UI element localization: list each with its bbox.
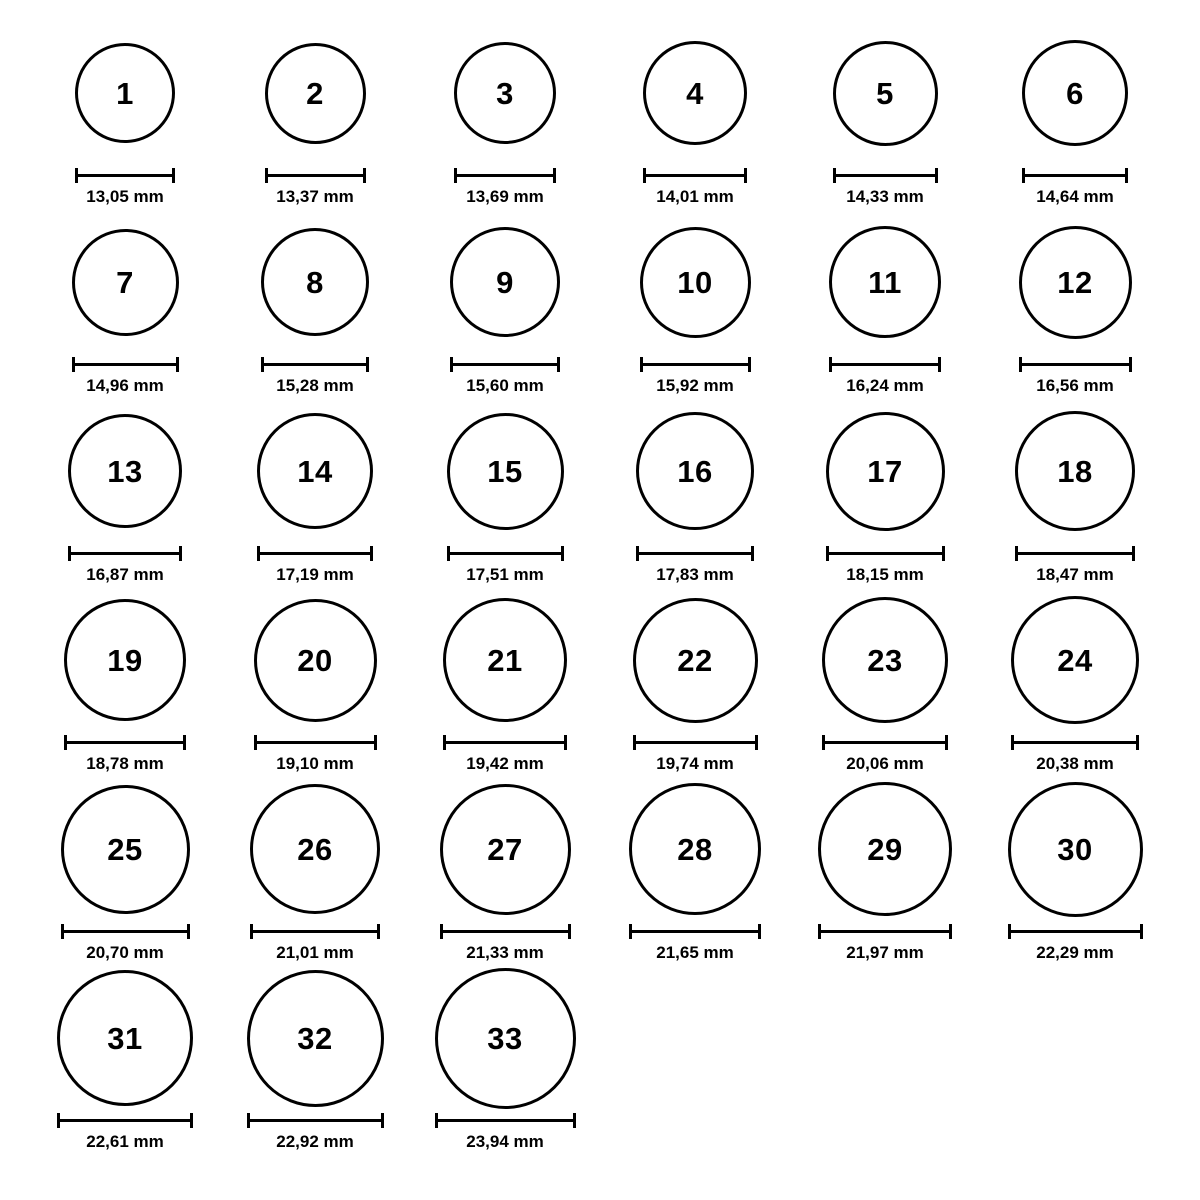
measure-cap-left [633,735,636,750]
ring-circle-wrapper [257,400,373,542]
measure-cap-left [254,735,257,750]
ring-circle-wrapper [68,400,182,542]
ring-diameter-label: 19,42 mm [466,754,544,773]
ring-size-cell [410,400,600,589]
measure-bar [826,546,945,560]
measure-cap-left [447,546,450,561]
ring-size-cell [30,778,220,967]
measure-bar-line [440,930,571,933]
ring-circle-wrapper [636,400,754,542]
ring-circle [440,784,571,915]
measure-bar-line [61,930,190,933]
measure-bar-line [72,363,179,366]
measure-bar-line [64,741,186,744]
ring-size-number: 3 [496,75,514,111]
ring-size-number: 11 [868,264,902,300]
measure-bar-line [75,174,175,177]
ring-circle [636,412,754,530]
ring-circle [61,785,190,914]
measure-bar-line [450,363,560,366]
ring-circle-wrapper [826,400,945,542]
ring-circle-wrapper [818,778,952,920]
measure-bar-line [443,741,567,744]
measure-cap-right [377,924,380,939]
measure-cap-left [247,1113,250,1128]
measure-bar-line [1015,552,1135,555]
ring-size-cell [30,211,220,400]
ring-size-cell [790,400,980,589]
measure-bar [818,924,952,938]
measure-bar-line [435,1119,576,1122]
ring-diameter-label: 21,33 mm [466,943,544,962]
ring-size-cell [980,589,1170,778]
measure-bar [454,168,556,182]
ring-size-number: 33 [487,1020,523,1056]
measure-cap-left [57,1113,60,1128]
ring-size-cell [30,967,220,1156]
measure-cap-left [822,735,825,750]
ring-size-number: 31 [107,1020,143,1056]
measure-bar [447,546,564,560]
ring-diameter-label: 20,06 mm [846,754,924,773]
measure-cap-right [1140,924,1143,939]
measure-bar [1008,924,1143,938]
ring-circle-wrapper [61,778,190,920]
ring-diameter-label: 22,61 mm [86,1132,164,1151]
ring-circle [1008,782,1143,917]
measure-bar [443,735,567,749]
measure-cap-right [1129,357,1132,372]
measure-bar [1022,168,1128,182]
ring-circle-wrapper [435,967,576,1109]
ring-circle-wrapper [261,211,369,353]
ring-circle [64,599,186,721]
measure-cap-right [363,168,366,183]
measure-bar-line [826,552,945,555]
ring-circle-wrapper [64,589,186,731]
ring-size-number: 26 [297,831,333,867]
ring-circle-wrapper [643,22,747,164]
ring-circle-wrapper [629,778,761,920]
ring-diameter-label: 16,56 mm [1036,376,1114,395]
measure-cap-left [818,924,821,939]
measure-bar-line [1011,741,1139,744]
measure-cap-left [829,357,832,372]
measure-cap-left [643,168,646,183]
measure-bar-line [447,552,564,555]
measure-bar [629,924,761,938]
measure-bar [643,168,747,182]
ring-size-number: 6 [1066,75,1084,111]
measure-bar [257,546,373,560]
measure-cap-left [450,357,453,372]
measure-cap-right [370,546,373,561]
measure-cap-left [72,357,75,372]
ring-circle [829,226,941,338]
measure-bar-line [265,174,366,177]
ring-size-cell [220,22,410,211]
measure-cap-right [564,735,567,750]
ring-size-cell [600,778,790,967]
measure-bar-line [247,1119,384,1122]
measure-bar-line [1019,363,1132,366]
ring-circle-wrapper [822,589,948,731]
ring-circle-wrapper [450,211,560,353]
measure-bar [829,357,941,371]
measure-cap-right [751,546,754,561]
measure-bar [72,357,179,371]
ring-circle-wrapper [640,211,751,353]
measure-cap-right [1125,168,1128,183]
measure-cap-right [568,924,571,939]
measure-cap-left [826,546,829,561]
ring-circle-wrapper [1019,211,1132,353]
ring-size-cell [410,778,600,967]
ring-circle [443,598,567,722]
ring-size-number: 30 [1057,831,1093,867]
ring-circle [72,229,179,336]
ring-diameter-label: 19,10 mm [276,754,354,773]
measure-bar-line [1022,174,1128,177]
ring-circle-wrapper [1015,400,1135,542]
ring-size-number: 18 [1057,453,1093,489]
measure-bar-line [640,363,751,366]
ring-circle [818,782,952,916]
ring-circle-wrapper [254,589,377,731]
ring-size-cell [980,778,1170,967]
ring-size-number: 19 [107,642,143,678]
measure-cap-left [1015,546,1018,561]
ring-diameter-label: 13,69 mm [466,187,544,206]
measure-cap-left [629,924,632,939]
measure-bar [636,546,754,560]
ring-circle [247,970,384,1107]
ring-diameter-label: 17,19 mm [276,565,354,584]
ring-circle [833,41,938,146]
measure-cap-right [935,168,938,183]
ring-diameter-label: 21,97 mm [846,943,924,962]
ring-diameter-label: 21,01 mm [276,943,354,962]
ring-diameter-label: 18,78 mm [86,754,164,773]
ring-size-number: 5 [876,75,894,111]
ring-circle [450,227,560,337]
ring-size-number: 29 [867,831,903,867]
ring-size-number: 17 [867,453,903,489]
measure-cap-right [945,735,948,750]
ring-size-cell [220,589,410,778]
ring-size-cell [220,967,410,1156]
ring-size-cell [30,589,220,778]
measure-bar [250,924,380,938]
ring-size-cell [220,400,410,589]
measure-bar [1019,357,1132,371]
measure-cap-left [1011,735,1014,750]
ring-size-number: 2 [306,75,324,111]
ring-diameter-label: 16,87 mm [86,565,164,584]
ring-size-number: 4 [686,75,704,111]
ring-diameter-label: 13,37 mm [276,187,354,206]
measure-bar [1011,735,1139,749]
ring-circle [1022,40,1128,146]
ring-size-number: 32 [297,1020,333,1056]
ring-diameter-label: 14,33 mm [846,187,924,206]
ring-size-number: 28 [677,831,713,867]
ring-size-cell [980,400,1170,589]
measure-cap-left [443,735,446,750]
ring-circle [68,414,182,528]
ring-circle-wrapper [1022,22,1128,164]
measure-cap-right [366,357,369,372]
ring-circle [822,597,948,723]
measure-cap-right [374,735,377,750]
ring-size-number: 16 [677,453,713,489]
ring-diameter-label: 14,01 mm [656,187,734,206]
measure-cap-left [68,546,71,561]
ring-size-cell [600,211,790,400]
measure-bar [833,168,938,182]
measure-bar [822,735,948,749]
ring-size-cell [980,22,1170,211]
measure-bar [640,357,751,371]
ring-circle-wrapper [250,778,380,920]
measure-cap-left [454,168,457,183]
ring-size-number: 8 [306,264,324,300]
ring-size-cell [410,589,600,778]
ring-size-cell [220,778,410,967]
measure-cap-right [942,546,945,561]
measure-cap-right [758,924,761,939]
ring-size-grid [30,22,1170,1156]
ring-circle [633,598,758,723]
measure-cap-right [183,735,186,750]
measure-bar-line [454,174,556,177]
measure-bar [435,1113,576,1127]
ring-diameter-label: 19,74 mm [656,754,734,773]
ring-size-number: 21 [487,642,523,678]
ring-size-cell [30,22,220,211]
measure-bar-line [636,552,754,555]
measure-bar [61,924,190,938]
measure-bar [633,735,758,749]
measure-bar [265,168,366,182]
ring-size-cell [980,211,1170,400]
measure-bar [261,357,369,371]
ring-circle [250,784,380,914]
measure-bar-line [68,552,182,555]
measure-cap-right [573,1113,576,1128]
measure-cap-right [187,924,190,939]
ring-circle-wrapper [633,589,758,731]
measure-cap-right [748,357,751,372]
ring-diameter-label: 14,64 mm [1036,187,1114,206]
measure-cap-left [257,546,260,561]
measure-cap-right [381,1113,384,1128]
measure-cap-left [250,924,253,939]
ring-circle-wrapper [440,778,571,920]
measure-bar-line [833,174,938,177]
ring-diameter-label: 23,94 mm [466,1132,544,1151]
ring-circle [1019,226,1132,339]
ring-size-number: 10 [677,264,713,300]
measure-cap-right [557,357,560,372]
ring-size-cell [600,400,790,589]
ring-diameter-label: 17,51 mm [466,565,544,584]
ring-circle-wrapper [447,400,564,542]
measure-bar-line [818,930,952,933]
ring-diameter-label: 21,65 mm [656,943,734,962]
ring-size-number: 7 [116,264,134,300]
measure-cap-left [636,546,639,561]
ring-diameter-label: 15,28 mm [276,376,354,395]
measure-cap-left [261,357,264,372]
ring-diameter-label: 18,47 mm [1036,565,1114,584]
measure-cap-left [440,924,443,939]
ring-size-number: 22 [677,642,713,678]
ring-size-cell [790,589,980,778]
ring-diameter-label: 20,70 mm [86,943,164,962]
measure-bar [247,1113,384,1127]
ring-circle [629,783,761,915]
measure-bar-line [257,552,373,555]
measure-bar [75,168,175,182]
measure-bar [64,735,186,749]
ring-circle [447,413,564,530]
ring-diameter-label: 14,96 mm [86,376,164,395]
measure-bar [450,357,560,371]
measure-cap-right [744,168,747,183]
measure-bar [254,735,377,749]
ring-size-cell [600,589,790,778]
measure-cap-right [755,735,758,750]
measure-bar-line [254,741,377,744]
ring-size-number: 1 [116,75,134,111]
ring-circle-wrapper [265,22,366,164]
ring-circle-wrapper [72,211,179,353]
measure-cap-right [190,1113,193,1128]
measure-cap-left [75,168,78,183]
measure-cap-left [64,735,67,750]
ring-diameter-label: 15,92 mm [656,376,734,395]
measure-bar [68,546,182,560]
ring-circle-wrapper [57,967,193,1109]
ring-size-number: 24 [1057,642,1093,678]
ring-circle [640,227,751,338]
ring-size-cell [220,211,410,400]
measure-cap-right [561,546,564,561]
ring-circle [1015,411,1135,531]
measure-bar-line [1008,930,1143,933]
measure-bar-line [57,1119,193,1122]
ring-circle-wrapper [1008,778,1143,920]
ring-diameter-label: 16,24 mm [846,376,924,395]
ring-circle [265,43,366,144]
measure-cap-left [265,168,268,183]
ring-size-number: 20 [297,642,333,678]
ring-diameter-label: 15,60 mm [466,376,544,395]
ring-diameter-label: 13,05 mm [86,187,164,206]
ring-circle [454,42,556,144]
measure-bar-line [629,930,761,933]
measure-cap-right [1132,546,1135,561]
ring-size-cell [790,22,980,211]
ring-size-number: 9 [496,264,514,300]
ring-circle [57,970,193,1106]
ring-size-number: 14 [297,453,333,489]
measure-bar-line [822,741,948,744]
measure-cap-right [176,357,179,372]
ring-circle [75,43,175,143]
ring-diameter-label: 17,83 mm [656,565,734,584]
measure-cap-left [640,357,643,372]
measure-cap-right [179,546,182,561]
ring-circle [435,968,576,1109]
measure-cap-right [1136,735,1139,750]
ring-size-cell [410,967,600,1156]
ring-circle-wrapper [833,22,938,164]
measure-cap-left [1022,168,1025,183]
measure-bar-line [250,930,380,933]
ring-size-cell [600,22,790,211]
measure-cap-left [1019,357,1022,372]
ring-diameter-label: 22,92 mm [276,1132,354,1151]
ring-diameter-label: 20,38 mm [1036,754,1114,773]
ring-circle-wrapper [75,22,175,164]
ring-circle-wrapper [247,967,384,1109]
ring-size-number: 15 [487,453,523,489]
ring-size-cell [30,400,220,589]
measure-cap-left [833,168,836,183]
ring-size-number: 27 [487,831,523,867]
ring-circle [254,599,377,722]
ring-circle [261,228,369,336]
ring-circle [643,41,747,145]
ring-circle-wrapper [443,589,567,731]
ring-diameter-label: 22,29 mm [1036,943,1114,962]
ring-size-cell [790,778,980,967]
measure-bar-line [829,363,941,366]
ring-circle [257,413,373,529]
ring-size-cell [410,211,600,400]
measure-cap-right [949,924,952,939]
ring-circle-wrapper [454,22,556,164]
ring-size-number: 23 [867,642,903,678]
ring-size-number: 25 [107,831,143,867]
measure-bar-line [261,363,369,366]
ring-size-cell [410,22,600,211]
ring-circle [826,412,945,531]
measure-cap-right [172,168,175,183]
measure-cap-left [435,1113,438,1128]
measure-cap-right [938,357,941,372]
measure-bar-line [633,741,758,744]
ring-size-number: 13 [107,453,143,489]
measure-bar [57,1113,193,1127]
measure-cap-left [61,924,64,939]
ring-diameter-label: 18,15 mm [846,565,924,584]
ring-size-number: 12 [1057,264,1093,300]
measure-bar [440,924,571,938]
measure-bar-line [643,174,747,177]
ring-size-cell [790,211,980,400]
measure-bar [1015,546,1135,560]
measure-cap-right [553,168,556,183]
ring-circle-wrapper [829,211,941,353]
ring-circle [1011,596,1139,724]
ring-circle-wrapper [1011,589,1139,731]
measure-cap-left [1008,924,1011,939]
